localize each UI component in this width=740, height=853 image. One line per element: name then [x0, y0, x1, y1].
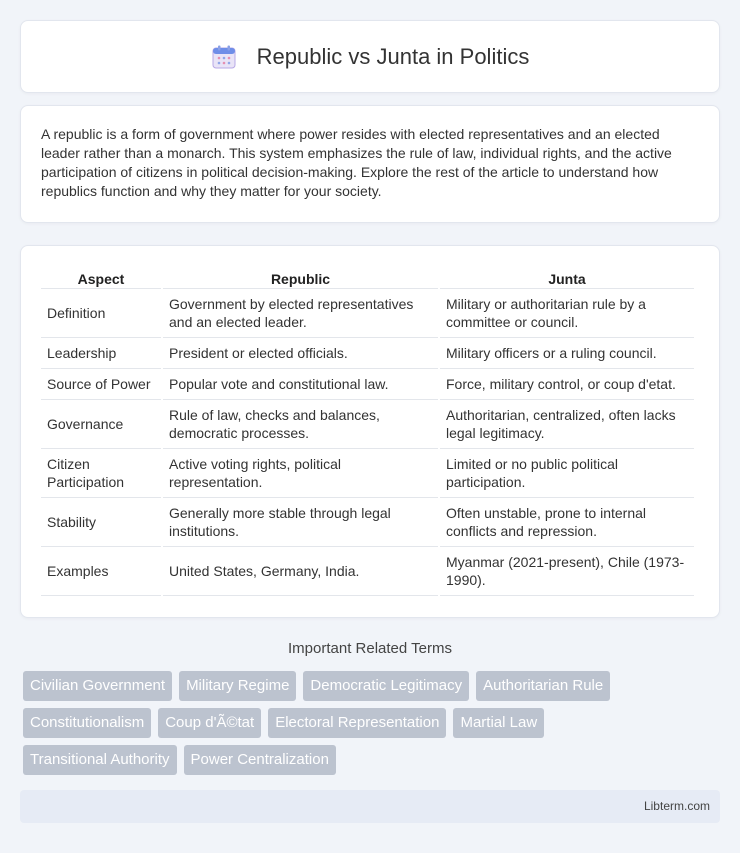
table-cell-junta: Myanmar (2021-present), Chile (1973-1990).	[440, 547, 694, 596]
table-cell-aspect: Governance	[41, 400, 161, 449]
table-row	[41, 449, 694, 498]
related-term-tag[interactable]: Constitutionalism	[23, 708, 151, 738]
column-header-aspect: Aspect	[41, 264, 161, 289]
column-header-junta: Junta	[440, 264, 694, 289]
table-cell-aspect: Examples	[41, 547, 161, 596]
table-cell-republic: Government by elected representatives and an elected leader.	[163, 289, 438, 338]
table-cell-republic: Active voting rights, political representation.	[163, 449, 438, 498]
related-term-tag[interactable]: Electoral Representation	[268, 708, 446, 738]
related-terms-list	[23, 671, 683, 775]
table-cell-junta: Limited or no public political participation.	[440, 449, 694, 498]
calendar-icon	[211, 44, 237, 70]
footer-site-link[interactable]: Libterm.com	[643, 799, 710, 813]
table-cell-republic: Rule of law, checks and balances, democratic processes.	[163, 400, 438, 449]
table-row	[41, 289, 694, 338]
table-cell-aspect: Definition	[41, 289, 161, 338]
column-header-republic: Republic	[163, 264, 438, 289]
header-card	[20, 20, 720, 93]
table-cell-republic: Popular vote and constitutional law.	[163, 369, 438, 400]
intro-card	[20, 105, 720, 223]
table-row	[41, 338, 694, 369]
table-cell-junta: Often unstable, prone to internal conflicts and repression.	[440, 498, 694, 547]
related-term-tag[interactable]: Power Centralization	[184, 745, 336, 775]
table-row	[41, 369, 694, 400]
page-title: Republic vs Junta in Politics	[256, 43, 530, 69]
table-row	[41, 498, 694, 547]
table-cell-republic: Generally more stable through legal institutions.	[163, 498, 438, 547]
table-cell-aspect: Leadership	[41, 338, 161, 369]
table-cell-junta: Authoritarian, centralized, often lacks legal legitimacy.	[440, 400, 694, 449]
comparison-table	[39, 264, 696, 596]
related-term-tag[interactable]: Authoritarian Rule	[476, 671, 610, 701]
table-cell-aspect: Source of Power	[41, 369, 161, 400]
footer	[20, 790, 720, 823]
table-row	[41, 400, 694, 449]
related-term-tag[interactable]: Military Regime	[179, 671, 296, 701]
related-term-tag[interactable]: Coup d'Ã©tat	[158, 708, 261, 738]
related-term-tag[interactable]: Democratic Legitimacy	[303, 671, 469, 701]
table-header-row	[41, 264, 694, 289]
table-cell-junta: Military officers or a ruling council.	[440, 338, 694, 369]
table-cell-aspect: Stability	[41, 498, 161, 547]
table-cell-junta: Force, military control, or coup d'etat.	[440, 369, 694, 400]
related-term-tag[interactable]: Civilian Government	[23, 671, 172, 701]
table-cell-republic: United States, Germany, India.	[163, 547, 438, 596]
intro-text: A republic is a form of government where power resides with elected representatives and an elected leader rather than a monarch. This system emphasizes the rule of law, individual rights, and the active participation of citizens in political decision-making. Explore the rest of the article to understand how republics function and why they matter for your society.	[41, 126, 672, 199]
related-terms-title: Important Related Terms	[288, 640, 452, 657]
table-cell-aspect: Citizen Participation	[41, 449, 161, 498]
related-term-tag[interactable]: Transitional Authority	[23, 745, 177, 775]
comparison-card	[20, 245, 720, 618]
related-term-tag[interactable]: Martial Law	[453, 708, 544, 738]
table-cell-junta: Military or authoritarian rule by a committee or council.	[440, 289, 694, 338]
table-cell-republic: President or elected officials.	[163, 338, 438, 369]
table-row	[41, 547, 694, 596]
